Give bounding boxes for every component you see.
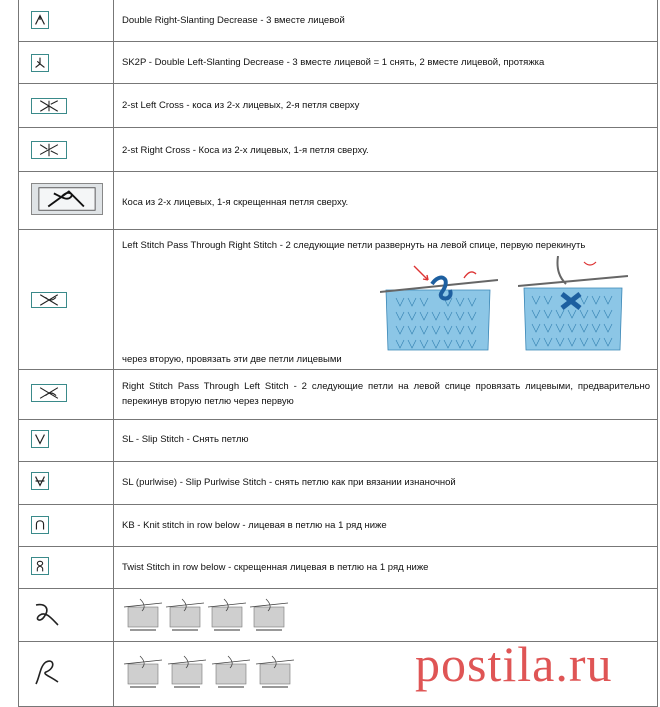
- row-description: SL (purlwise) - Slip Purlwise Stitch - снять петлю как при вязании изнаночной: [122, 477, 456, 488]
- row-description: Right Stitch Pass Through Left Stitch - 2 следующие петли на левой спице провязать лицевыми, предварительно перекинув вторую петлю через первую: [122, 381, 650, 407]
- symbol-cell: [18, 0, 114, 41]
- row-description-bottom: через вторую, провязать эти две петли лицевыми: [122, 354, 342, 365]
- slip-purlwise-icon: [31, 472, 49, 490]
- knitting-illustration-left: [380, 262, 498, 354]
- symbol-cell: [18, 230, 114, 369]
- knit-below-icon: [31, 516, 49, 534]
- row-description: SL - Slip Stitch - Снять петлю: [122, 434, 249, 445]
- double-right-slanting-decrease-icon: [31, 11, 49, 29]
- right-pass-through-icon: [31, 384, 67, 402]
- table-row: [18, 128, 658, 172]
- row-description: 2-st Left Cross - коса из 2-х лицевых, 2-я петля сверху: [122, 100, 360, 111]
- symbol-cell: [18, 42, 114, 83]
- table-row: [18, 462, 658, 505]
- twisted-cross-icon: [31, 183, 103, 215]
- row-description: Коса из 2-х лицевых, 1-я скрещенная петля сверху.: [122, 197, 349, 208]
- symbol-cell: [18, 420, 114, 461]
- table-row: [18, 420, 658, 462]
- symbol-cell: [18, 589, 114, 641]
- slip-stitch-icon: [31, 430, 49, 448]
- symbol-cell: [18, 462, 114, 504]
- loop-left-icon: [32, 599, 62, 631]
- symbol-cell: [18, 172, 114, 229]
- double-left-slanting-decrease-icon: [31, 54, 49, 72]
- table-row: [18, 172, 658, 230]
- symbol-cell: [18, 128, 114, 171]
- symbol-cell: [18, 547, 114, 588]
- left-pass-through-icon: [31, 292, 67, 308]
- step-illustrations: [122, 595, 292, 635]
- table-row: [18, 547, 658, 589]
- right-cross-icon: [31, 141, 67, 159]
- loop-right-icon: [30, 656, 64, 690]
- row-description: SK2P - Double Left-Slanting Decrease - 3 вместе лицевой = 1 снять, 2 вместе лицевой, протяжка: [122, 57, 545, 68]
- table-row: [18, 230, 658, 370]
- symbol-cell: [18, 505, 114, 546]
- row-description: 2-st Right Cross - Коса из 2-х лицевых, 1-я петля сверху.: [122, 145, 369, 156]
- table-row: [18, 370, 658, 420]
- symbol-cell: [18, 370, 114, 419]
- table-row: [18, 0, 658, 42]
- watermark: postila.ru: [415, 636, 613, 692]
- twist-below-icon: [31, 557, 49, 575]
- table-row: [18, 42, 658, 84]
- step-illustrations: [122, 650, 302, 692]
- symbol-cell: [18, 642, 114, 706]
- table-row: [18, 505, 658, 547]
- knitting-illustration-right: [518, 256, 628, 354]
- table-row: [18, 84, 658, 128]
- row-description: Double Right-Slanting Decrease - 3 вместе лицевой: [122, 15, 345, 26]
- row-description: Twist Stitch in row below - скрещенная лицевая в петлю на 1 ряд ниже: [122, 562, 429, 573]
- left-cross-icon: [31, 98, 67, 114]
- row-description: KB - Knit stitch in row below - лицевая в петлю на 1 ряд ниже: [122, 520, 387, 531]
- symbol-cell: [18, 84, 114, 127]
- row-description-top: Left Stitch Pass Through Right Stitch - 2 следующие петли развернуть на левой спице, первую перекинуть: [122, 240, 586, 251]
